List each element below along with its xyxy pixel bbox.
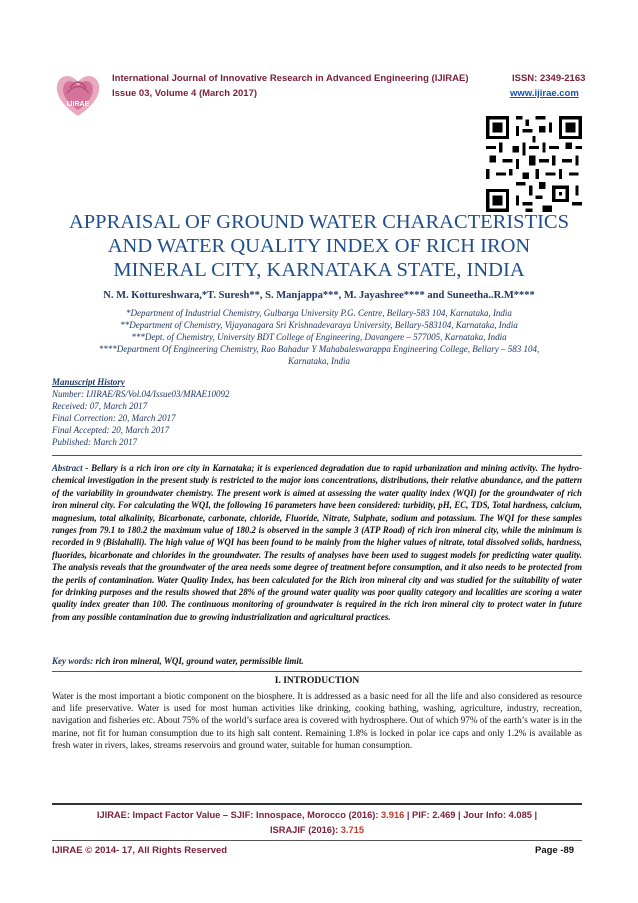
- manuscript-number: Number: IJIRAE/RS/Vol.04/Issue03/MRAE10092: [52, 389, 230, 399]
- affiliation-1: *Department of Industrial Chemistry, Gulbarga University P.G. Centre, Bellary-583 104, Karnataka, India: [126, 308, 512, 318]
- introduction-text: Water is the most important a biotic component on the biosphere. It is addressed as a basic need for all the life and also considered as resource and life preservative. Water is used for most human activities like drinking, cooking bathing, washing, agriculture, industry, recreation, navigation and fisheries etc. About 75% of the world’s surface area is covered with hydrosphere. Out of which 97% of the earth’s water is in the marine, not fit for human consumption due to its high salt content. Remaining 1.8% is locked in polar ice caps and only 1.2% is available as fresh water in rivers, lakes, streams reservoirs and ground water, suitable for human consumption.: [52, 691, 582, 750]
- affiliation-4: ****Department Of Engineering Chemistry, Rao Bahadur Y Mahabaleswarappa Engineering College, Bellary – 583 104,: [98, 344, 540, 354]
- published-date: Published: March 2017: [52, 437, 138, 447]
- paper-title-line-1: APPRAISAL OF GROUND WATER CHARACTERISTICS: [68, 211, 570, 233]
- author-list: N. M. Kottureshwara,*T. Suresh**, S. Manjappa***, M. Jayashree**** and Suneetha..R.M****: [103, 290, 535, 301]
- affiliation-2: **Department of Chemistry, Vijayanagara Sri Krishnadevaraya University, Bellary-583104, Karnataka, India: [120, 320, 518, 330]
- paper-title-line-2: AND WATER QUALITY INDEX OF RICH IRON: [107, 235, 531, 257]
- paper-title: [40, 210, 598, 282]
- sjif-value: 3.916: [381, 810, 405, 820]
- isra-value: 3.715: [340, 825, 365, 835]
- copyright-notice: IJIRAE © 2014- 17, All Rights Reserved: [52, 845, 228, 856]
- keywords: [52, 656, 582, 666]
- keywords-text: rich iron mineral, WQI, ground water, permissible limit.: [93, 656, 304, 666]
- divider: [52, 455, 582, 456]
- divider: [52, 671, 582, 672]
- keywords-label: Key words:: [52, 656, 94, 666]
- paper-title-line-3: MINERAL CITY, KARNATAKA STATE, INDIA: [113, 259, 525, 281]
- qr-code-icon: [486, 116, 582, 212]
- affiliation-3: ***Dept. of Chemistry, University BDT College of Engineering, Davangere – 577005, Karnataka, India: [131, 332, 507, 342]
- footer-divider: [52, 803, 582, 805]
- ijirae-logo: [50, 66, 106, 122]
- received-date: Received: 07, March 2017: [52, 401, 148, 411]
- introduction-heading: I. INTRODUCTION: [274, 676, 360, 686]
- journal-website-link[interactable]: www.ijirae.com: [510, 88, 579, 99]
- isra-prefix: ISRAJIF (2016):: [269, 825, 341, 835]
- final-accepted-date: Final Accepted: 20, March 2017: [52, 425, 170, 435]
- impact-factor-prefix: IJIRAE: Impact Factor Value – SJIF: Innospace, Morocco (2016):: [96, 810, 382, 820]
- abstract-text: - Bellary is a rich iron ore city in Karnataka; it is experienced degradation due to rapid urbanization and mining activity. The hydro-chemical investigation in the present study is restricted to the major ions concentrations, distributions, their relative abundance, and the pattern of the variability in groundwater chemistry. The present work is aimed at assessing the water quality index (WQI) for the groundwater of rich iron mineral city. For calculating the WQI, the following 16 parameters have been considered: turbidity, pH, EC, TDS, Total hardness, calcium, magnesium, total alkalinity, Bicarbonate, carbonate, chloride, Fluoride, Nitrate, Sulphate, sodium and potassium. The WQI for these samples ranges from 79.1 to 180.2 the maximum value of 180.2 is observed in the sample 3 (ATP Road) of rich iron mineral city, while the minimum is recorded in 9 (Bislahalli). The high value of WQI has been found to be mainly from the higher values of nitrate, total dissolved solids, hardness, fluorides, bicarbonate and chlorides in the groundwater. The results of analyses have been used to suggest models for predicting water quality. The analysis reveals that the groundwater of the area needs some degree of treatment before consumption, and it also needs to be protected from the perils of contamination. Water Quality Index, has been calculated for the Rich iron mineral city and was studied for the suitability of water for drinking purposes and the results showed that 28% of the ground water quality was poor quality category and localities are scoring a water quality index greater than 100. The continuous monitoring of groundwater is required in the rich iron mineral city to protect water in future from any possible contamination due to growing industrialization and agricultural practices.: [52, 463, 582, 622]
- page-number: Page -89: [535, 845, 575, 856]
- final-correction-date: Final Correction: 20, March 2017: [52, 413, 176, 423]
- abstract: [52, 462, 582, 623]
- abstract-label: Abstract: [52, 463, 83, 473]
- pif-info: | PIF: 2.469 | Jour Info: 4.085 |: [404, 810, 538, 820]
- impact-factor-line: [52, 810, 582, 820]
- manuscript-history-title: Manuscript History: [52, 377, 125, 387]
- isra-line: [52, 825, 582, 835]
- affiliation-5: Karnataka, India: [288, 356, 350, 366]
- issn-number: ISSN: 2349-2163: [512, 73, 586, 84]
- journal-title: International Journal of Innovative Research in Advanced Engineering (IJIRAE): [112, 73, 469, 84]
- issue-info: Issue 03, Volume 4 (March 2017): [112, 88, 258, 99]
- svg-text:IJIRAE: IJIRAE: [66, 101, 90, 108]
- footer-divider-2: [52, 840, 582, 841]
